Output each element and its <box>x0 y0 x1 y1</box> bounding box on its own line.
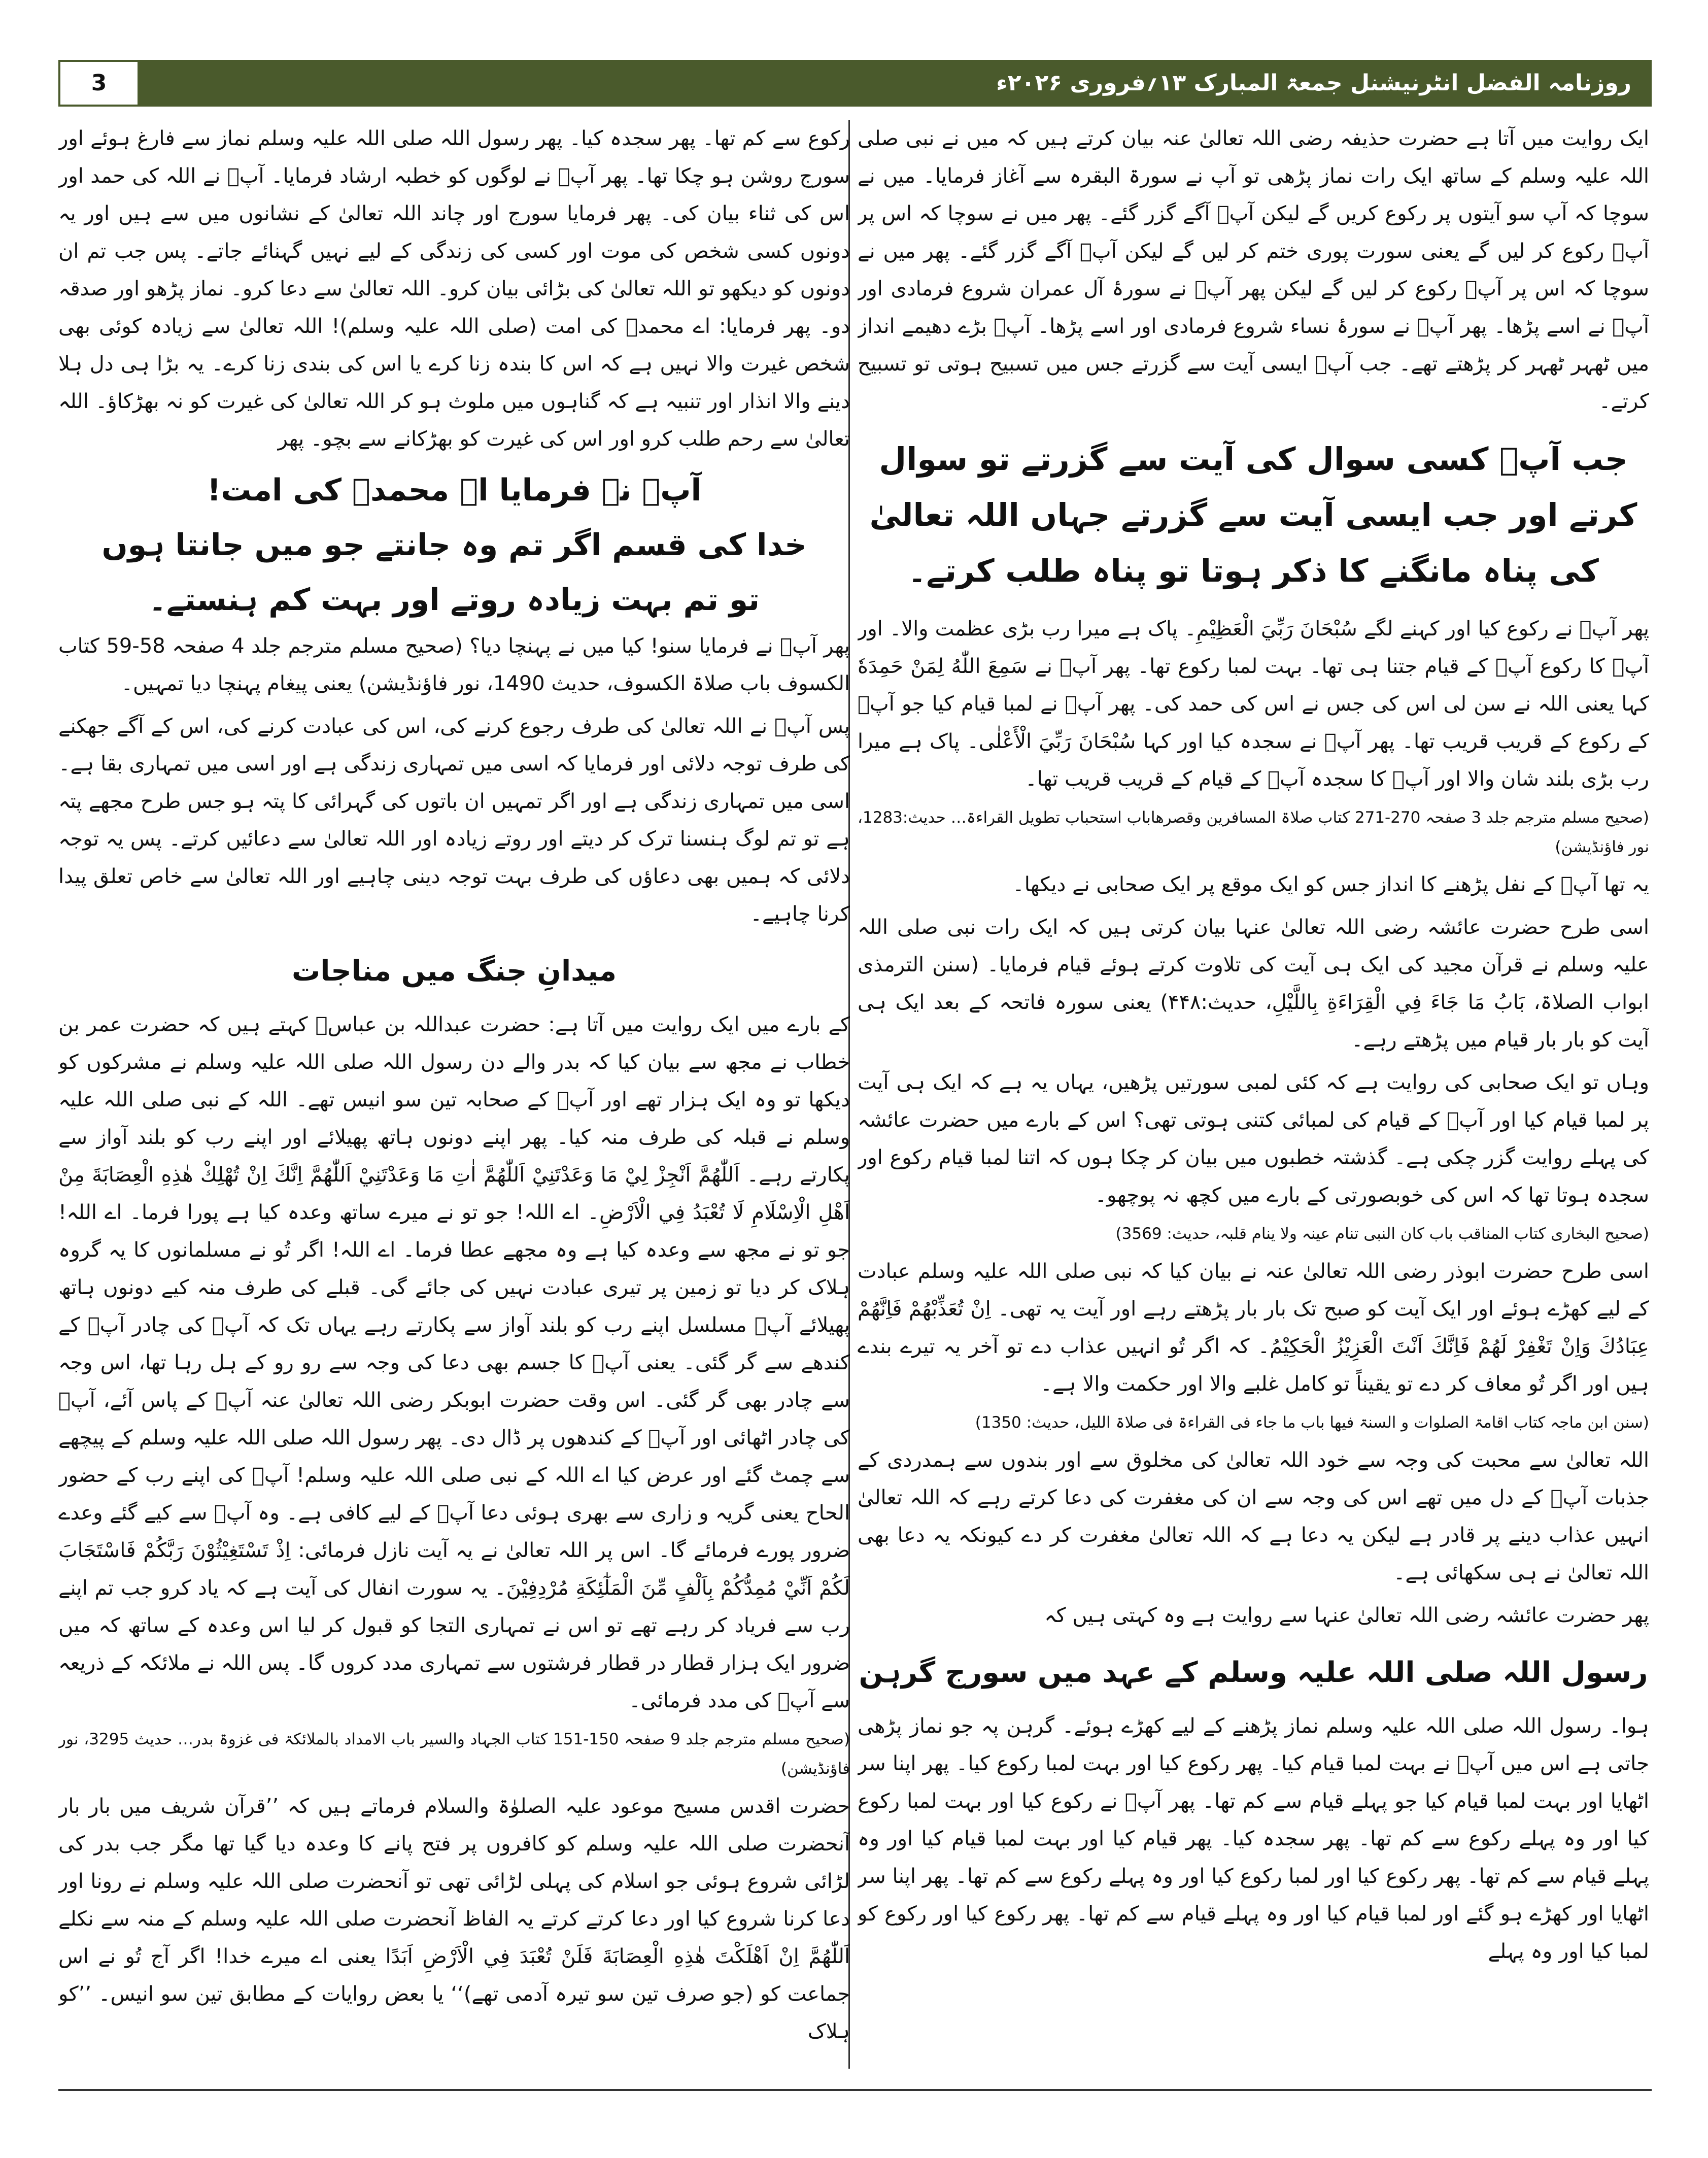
paragraph: پھر حضرت عائشہ رضی اللہ تعالیٰ عنہا سے روایت ہے وہ کہتی ہیں کہ <box>1044 1604 1649 1627</box>
paragraph: اسی طرح حضرت ابوذر رضی اللہ تعالیٰ عنہ نے بیان کیا کہ نبی صلی اللہ علیہ وسلم عبادت کے لیے کھڑے ہوئے اور ایک آیت کو صبح تک بار بار پڑھتے رہے اور آیت یہ تھی۔ اِنْ تُعَذِّبْهُمْ فَاِنَّهُمْ عِبَادُكَ وَاِنْ تَغْفِرْ لَهُمْ فَاِنَّكَ اَنْتَ الْعَزِيْزُ الْحَكِيْمُ۔ کہ اگر تُو انہیں عذاب دے تو آخر یہ تیرے بندے ہیں اور اگر تُو معاف کر دے تو یقیناً تو کامل غلبے والا اور حکمت والا ہے۔ <box>858 1260 1649 1396</box>
left-column <box>58 120 850 2079</box>
pull-quote: جب آپؐ کسی سوال کی آیت سے گزرتے تو سوال کرتے اور جب ایسی آیت سے گزرتے جہاں اللہ تعالیٰ کی پناہ مانگنے کا ذکر ہوتا تو پناہ طلب کرتے۔ <box>869 441 1637 589</box>
paragraph: پھر آپؐ نے رکوع کیا اور کہنے لگے سُبْحَانَ رَبِّيَ الْعَظِيْمِ۔ پاک ہے میرا رب بڑی عظمت والا۔ اور آپؐ کا رکوع آپؐ کے قیام جتنا ہی تھا۔ بہت لمبا رکوع تھا۔ پھر آپؐ نے سَمِعَ اللّٰهُ لِمَنْ حَمِدَهٗ کہا یعنی اللہ نے سن لی اس کی جس نے اس کی حمد کی۔ پھر آپؐ نے لمبا قیام کیا جو آپؐ کے رکوع کے قریب قریب تھا۔ پھر آپؐ نے سجدہ کیا اور کہا سُبْحَانَ رَبِّيَ الْأَعْلٰى۔ پاک ہے میرا رب بڑی بلند شان والا اور آپؐ کا سجدہ آپؐ کے قیام کے قریب قریب تھا۔ <box>858 617 1649 791</box>
reference: (صحیح مسلم مترجم جلد 3 صفحہ 270-271 کتاب صلاۃ المسافرین وقصرھاباب استحباب تطویل القراءۃ… حدیث:1283، نور فاؤنڈیشن) <box>858 808 1649 856</box>
paragraph: یہ تھا آپؐ کے نفل پڑھنے کا انداز جس کو ایک موقع پر ایک صحابی نے دیکھا۔ <box>1012 873 1649 896</box>
masthead-title: روزنامہ الفضل انٹرنیشنل جمعۃ المبارک ۱۳؍فروری ۲۰۲۶ء <box>996 70 1631 96</box>
centered-quote-line: خدا کی قسم اگر تم وہ جانتے جو میں جانتا ہوں <box>101 527 807 563</box>
paragraph: اسی طرح حضرت عائشہ رضی اللہ تعالیٰ عنہا بیان کرتی ہیں کہ ایک رات نبی صلی اللہ علیہ وسلم نے قرآن مجید کی ایک ہی آیت کی تلاوت کرتے ہوئے قیام فرمایا۔ (سنن الترمذی ابواب الصلاۃ، بَابُ مَا جَاءَ فِي الْقِرَاءَةِ بِاللَّيْلِ، حدیث:۴۴۸) یعنی سورہ فاتحہ کے بعد ایک ہی آیت کو بار بار قیام میں پڑھتے رہے۔ <box>858 916 1649 1052</box>
reference: (سنن ابن ماجہ کتاب اقامۃ الصلوات و السنۃ فیھا باب ما جاء فی القراءۃ فی صلاۃ اللیل، حدیث: 1350) <box>975 1413 1649 1432</box>
centered-quote-line: آپؐ نے فرمایا اے محمدؐ کی امت! <box>207 473 702 508</box>
reference: (صحیح مسلم مترجم جلد 9 صفحہ 150-151 کتاب الجہاد والسیر باب الامداد بالملائکۃ فی غزوۃ بدر… حدیث 3295، نور فاؤنڈیشن) <box>58 1730 850 1778</box>
paragraph: کے بارے میں ایک روایت میں آتا ہے: حضرت عبداللہ بن عباسؓ کہتے ہیں کہ حضرت عمر بن خطاب نے مجھ سے بیان کیا کہ بدر والے دن رسول اللہ صلی اللہ علیہ وسلم نے مشرکوں کو دیکھا تو وہ ایک ہزار تھے اور آپؐ کے صحابہ تین سو انیس تھے۔ اللہ کے نبی صلی اللہ علیہ وسلم نے قبلہ کی طرف منہ کیا۔ پھر اپنے دونوں ہاتھ پھیلائے اور اپنے رب کو بلند آواز سے پکارتے رہے۔ اَللّٰهُمَّ اَنْجِزْ لِيْ مَا وَعَدْتَنِيْ اَللّٰهُمَّ اٰتِ مَا وَعَدْتَنِيْ اَللّٰهُمَّ اِنَّكَ اِنْ تُهْلِكْ هٰذِهِ الْعِصَابَةَ مِنْ اَهْلِ الْاِسْلَامِ لَا تُعْبَدُ فِي الْاَرْضِ۔ اے اللہ! جو تو نے میرے ساتھ وعدہ کیا ہے پورا فرما۔ اے اللہ! جو تو نے مجھ سے وعدہ کیا ہے وہ مجھے عطا فرما۔ اے اللہ! اگر تُو نے مسلمانوں کا یہ گروہ ہلاک کر دیا تو زمین پر تیری عبادت نہیں کی جائے گی۔ قبلے کی طرف منہ کیے دونوں ہاتھ پھیلائے آپؐ مسلسل اپنے رب کو بلند آواز سے پکارتے رہے یہاں تک کہ آپؐ کی چادر آپؐ کے کندھے سے گر گئی۔ یعنی آپؐ کا جسم بھی دعا کی وجہ سے رو رو کے ہل رہا تھا، اس وجہ سے چادر بھی گر گئی۔ اس وقت حضرت ابوبکر رضی اللہ تعالیٰ عنہ آپؐ کے پاس آئے، آپؐ کی چادر اٹھائی اور آپؐ کے کندھوں پر ڈال دی۔ پھر رسول اللہ صلی اللہ علیہ وسلم کے پیچھے سے چمٹ گئے اور عرض کیا اے اللہ کے نبی صلی اللہ علیہ وسلم! آپؐ کی اپنے رب کے حضور الحاح یعنی گریہ و زاری سے بھری ہوئی دعا آپؐ کے لیے کافی ہے۔ وہ آپؐ سے کیے گئے وعدے ضرور پورے فرمائے گا۔ اس پر اللہ تعالیٰ نے یہ آیت نازل فرمائی: اِذْ تَسْتَغِيْثُوْنَ رَبَّكُمْ فَاسْتَجَابَ لَكُمْ اَنِّيْ مُمِدُّكُمْ بِاَلْفٍ مِّنَ الْمَلٰٓئِكَةِ مُرْدِفِيْنَ۔ یہ سورت انفال کی آیت ہے کہ یاد کرو جب تم اپنے رب سے فریاد کر رہے تھے تو اس نے تمہاری التجا کو قبول کر لیا اس وعدہ کے ساتھ کہ میں ضرور ایک ہزار قطار در قطار فرشتوں سے تمہاری مدد کروں گا۔ پس اللہ نے ملائکہ کے ذریعہ سے آپؐ کی مدد فرمائی۔ <box>58 1013 850 1712</box>
paragraph: اللہ تعالیٰ سے محبت کی وجہ سے خود اللہ تعالیٰ کی مخلوق سے اور بندوں سے ہمدردی کے جذبات آپؐ کے دل میں تھے اس کی وجہ سے ان کی مغفرت کی دعا کرتے رہے کہ اللہ تعالیٰ انہیں عذاب دینے پر قادر ہے لیکن یہ دعا ہے کہ اللہ تعالیٰ مغفرت کر دے کیونکہ یہ دعا بھی اللہ تعالیٰ نے ہی سکھائی ہے۔ <box>858 1448 1649 1584</box>
section-heading: رسول اللہ صلی اللہ علیہ وسلم کے عہد میں سورج گرہن <box>859 1656 1648 1689</box>
paragraph: پس آپؐ نے اللہ تعالیٰ کی طرف رجوع کرنے کی، اس کی عبادت کرنے کی، اس کے آگے جھکنے کی طرف توجہ دلائی اور فرمایا کہ اسی میں تمہاری زندگی ہے اور اسی میں تمہاری بقا ہے۔ اسی میں تمہاری زندگی ہے اور اگر تمہیں ان باتوں کی گہرائی کا پتہ ہو جس طرح مجھے پتہ ہے تو تم لوگ ہنسنا ترک کر دیتے اور روتے زیادہ اور اللہ تعالیٰ سے دعائیں کرتے۔ پس یہ توجہ دلائی کہ ہمیں بھی دعاؤں کی طرف بہت توجہ دینی چاہیے اور اللہ تعالیٰ سے خاص تعلق پیدا کرنا چاہیے۔ <box>58 715 850 926</box>
paragraph: وہاں تو ایک صحابی کی روایت ہے کہ کئی لمبی سورتیں پڑھیں، یہاں یہ ہے کہ ایک ہی آیت پر لمبا قیام کیا اور آپؐ کے قیام کی لمبائی کتنی ہوتی تھی؟ اس کے بارے میں حضرت عائشہ کی پہلے روایت گزر چکی ہے۔ گذشتہ خطبوں میں بیان کر چکا ہوں کہ اتنا لمبا قیام رکوع اور سجدہ ہوتا تھا کہ اس کی خوبصورتی کے بارے میں کچھ نہ پوچھو۔ <box>858 1071 1649 1207</box>
bottom-rule <box>58 2089 1652 2091</box>
paragraph: ہوا۔ رسول اللہ صلی اللہ علیہ وسلم نماز پڑھنے کے لیے کھڑے ہوئے۔ گرہن پہ جو نماز پڑھی جاتی ہے اس میں آپؐ نے بہت لمبا قیام کیا۔ پھر رکوع کیا اور بہت لمبا رکوع کیا۔ پھر اپنا سر اٹھایا اور بہت لمبا قیام کیا جو پہلے قیام سے کم تھا۔ پھر آپؐ نے رکوع کیا اور بہت لمبا رکوع کیا اور وہ پہلے رکوع سے کم تھا۔ پھر سجدہ کیا۔ پھر قیام کیا اور بہت لمبا قیام کیا اور وہ پہلے قیام سے کم تھا۔ پھر رکوع کیا اور لمبا رکوع کیا اور وہ پہلے رکوع سے کم تھا۔ پھر اپنا سر اٹھایا اور کھڑے ہو گئے اور لمبا قیام کیا اور وہ پہلے قیام سے کم تھا۔ پھر رکوع کیا اور رکوع کو لمبا کیا اور وہ پہلے <box>858 1714 1649 1963</box>
paragraph: رکوع سے کم تھا۔ پھر سجدہ کیا۔ پھر رسول اللہ صلی اللہ علیہ وسلم نماز سے فارغ ہوئے اور سورج روشن ہو چکا تھا۔ پھر آپؐ نے لوگوں کو خطبہ ارشاد فرمایا۔ آپؐ نے اللہ کی حمد اور اس کی ثناء بیان کی۔ پھر فرمایا سورج اور چاند اللہ تعالیٰ کے نشانوں میں سے ہیں اور یہ دونوں کسی شخص کی موت اور کسی کی زندگی کے لیے نہیں گہنائے جاتے۔ پس جب تم ان دونوں کو دیکھو تو اللہ تعالیٰ کی بڑائی بیان کرو۔ اللہ تعالیٰ سے دعا کرو۔ نماز پڑھو اور صدقہ دو۔ پھر فرمایا: اے محمدؐ کی امت (صلی اللہ علیہ وسلم)! اللہ تعالیٰ سے زیادہ کوئی بھی شخص غیرت والا نہیں ہے کہ اس کا بندہ زنا کرے یا اس کی بندی زنا کرے۔ یہ بڑا ہی دل ہلا دینے والا انذار اور تنبیہ ہے کہ گناہوں میں ملوث ہو کر اللہ تعالیٰ کی غیرت کو نہ بھڑکاؤ۔ اللہ تعالیٰ سے رحم طلب کرو اور اس کی غیرت کو بھڑکانے سے بچو۔ پھر <box>58 127 850 451</box>
centered-quote-line: تو تم بہت زیادہ روتے اور بہت کم ہنستے۔ <box>148 582 760 618</box>
section-heading: میدانِ جنگ میں مناجات <box>291 955 617 988</box>
paragraph: حضرت اقدس مسیح موعود علیہ الصلوٰۃ والسلام فرماتے ہیں کہ ’’قرآن شریف میں بار بار آنحضرت صلی اللہ علیہ وسلم کو کافروں پر فتح پانے کا وعدہ دیا گیا تھا مگر جب بدر کی لڑائی شروع ہوئی جو اسلام کی پہلی لڑائی تھی تو آنحضرت صلی اللہ علیہ وسلم نے رونا اور دعا کرنا شروع کیا اور دعا کرتے کرتے یہ الفاظ آنحضرت صلی اللہ علیہ وسلم کے منہ سے نکلے اَللّٰهُمَّ اِنْ اَهْلَكْتَ هٰذِهِ الْعِصَابَةَ فَلَنْ تُعْبَدَ فِي الْاَرْضِ اَبَدًا یعنی اے میرے خدا! اگر آج تُو نے اس جماعت کو (جو صرف تین سو تیرہ آدمی تھے)‘‘ یا بعض روایات کے مطابق تین سو انیس۔ ’’کو ہلاک <box>58 1795 850 2043</box>
paragraph: پھر آپؐ نے فرمایا سنو! کیا میں نے پہنچا دیا؟ (صحیح مسلم مترجم جلد 4 صفحہ 58-59 کتاب الکسوف باب صلاۃ الکسوف، حدیث 1490، نور فاؤنڈیشن) یعنی پیغام پہنچا دیا تمہیں۔ <box>58 634 850 695</box>
reference: (صحیح البخاری کتاب المناقب باب کان النبی تنام عینہ ولا ینام قلبہ، حدیث: 3569) <box>1115 1225 1649 1243</box>
masthead-bar <box>58 60 1652 107</box>
page-number: 3 <box>58 60 140 107</box>
right-column <box>858 120 1649 2079</box>
paragraph: ایک روایت میں آتا ہے حضرت حذیفہ رضی اللہ تعالیٰ عنہ بیان کرتے ہیں کہ میں نے نبی صلی اللہ علیہ وسلم کے ساتھ ایک رات نماز پڑھی تو آپ نے سورۃ البقرہ سے آغاز فرمایا۔ میں نے سوچا کہ آپ سو آیتوں پر رکوع کریں گے لیکن آپؐ آگے گزر گئے۔ پھر میں نے سوچا کہ اس پر آپؐ رکوع کر لیں گے یعنی سورت پوری ختم کر لیں گے لیکن آپؐ آگے گزر گئے۔ پھر میں نے سوچا کہ اس پر آپؐ رکوع کر لیں گے لیکن پھر آپؐ نے سورۂ آل عمران شروع فرمادی اور آپؐ نے اسے پڑھا۔ پھر آپؐ نے سورۂ نساء شروع فرمادی اور اسے پڑھا۔ آپؐ بڑے دھیمے انداز میں ٹھہر ٹھہر کر پڑھتے تھے۔ جب آپؐ ایسی آیت سے گزرتے جس میں تسبیح ہوتی تو تسبیح کرتے۔ <box>858 127 1649 413</box>
